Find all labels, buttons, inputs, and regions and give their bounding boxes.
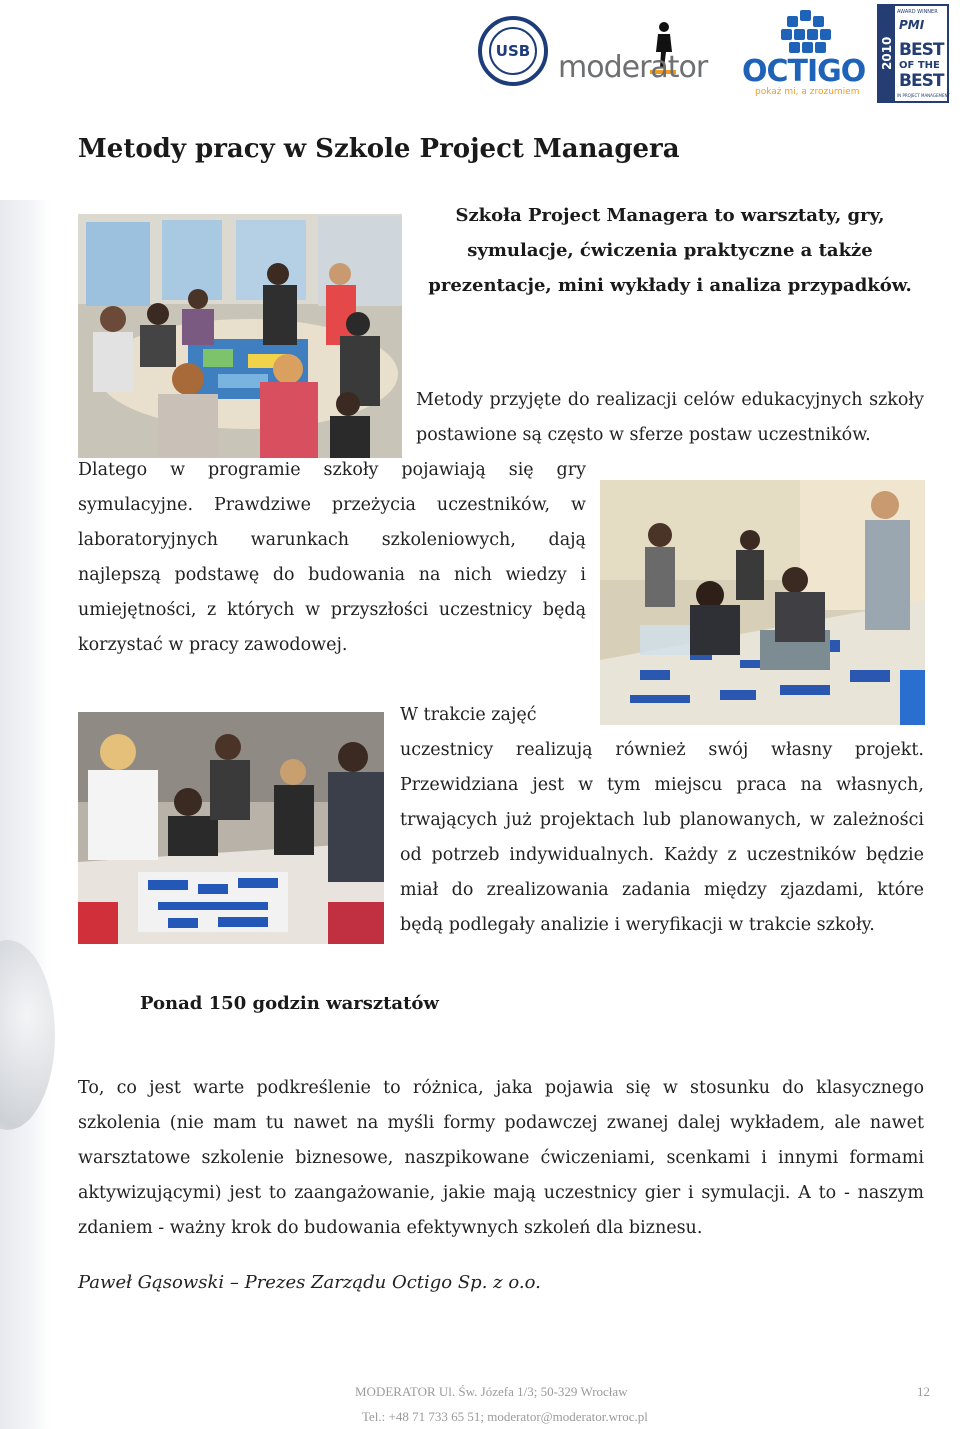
paragraph-methods-body: Dlatego w programie szkoły pojawiają się gry symulacyjne. Prawdziwe przeżycia uczestników, w laboratoryjnych warunkach szkoleniowych, dają najlepszą podstawę do budowania na nich wiedzy i umiejętności, z których w przyszłości uczestnicy będą korzystać w pracy zawodowej.: [78, 460, 586, 655]
footer-address: MODERATOR Ul. Św. Józefa 1/3; 50-329 Wrocław: [355, 1384, 628, 1399]
signature: Paweł Gąsowski – Prezes Zarządu Octigo Sp. z o.o.: [78, 1272, 541, 1293]
paragraph-methods-intro: Metody przyjęte do realizacji celów edukacyjnych szkoły postawione są często w sferze postaw uczestników.: [416, 390, 924, 445]
usb-logo-text: USB: [489, 27, 537, 75]
moderator-logo: [558, 20, 736, 90]
workshop-photo-classroom: [78, 214, 402, 458]
cubes-icon: [779, 10, 833, 54]
award-best-1: BEST: [899, 40, 944, 60]
footer-contact: Tel.: +48 71 733 65 51; moderator@moderator.wroc.pl: [362, 1409, 648, 1424]
award-of-the: OF THE: [899, 60, 940, 71]
pmi-text: PMI: [899, 18, 925, 32]
workshop-photo-model: [78, 712, 384, 944]
pmi-award-logo: [877, 4, 949, 103]
page-number: 12: [917, 1384, 930, 1399]
octigo-tagline: pokaż mi, a zrozumiem: [755, 87, 860, 97]
award-year: 2010: [879, 6, 895, 101]
paragraph-engagement: To, co jest warte podkreślenie to różnica, jaka pojawia się w stosunku do klasycznego szkolenia (nie mam tu nawet na myśli formy podawczej zwanej dalej wykładem, ale nawet warsztatowe szkolenie biznesowe, naszpikowane ćwiczeniami, scenkami i innymi formami aktywizującymi) jest to zaangażowanie, jakie mają uczestnicy gier i symulacji. A to - naszym zdaniem - ważny krok do budowania efektywnych szkoleń dla biznesu.: [78, 1078, 924, 1238]
lead-text: Szkoła Project Managera to warsztaty, gry, symulacje, ćwiczenia praktyczne a także prezentacje, mini wykłady i analiza przypadków.: [428, 205, 912, 296]
paragraph-project-intro: W trakcie zajęć: [400, 705, 537, 725]
paragraph-project-body: uczestnicy realizują również swój własny projekt. Przewidziana jest w tym miejscu praca na własnych, trwających już projektach lub planowanych, w zależności od potrzeb indywidualnych. Każdy z uczestników będzie miał do zrealizowania zadania między zjazdami, które będą podlegały analizie i weryfikacji w trakcie szkoły.: [400, 740, 924, 935]
award-top-text: AWARD WINNER: [897, 9, 938, 15]
moderator-logo-text: moderator: [558, 50, 708, 85]
award-best-2: BEST: [899, 71, 944, 91]
octigo-logo: [742, 10, 868, 96]
page-title: Metody pracy w Szkole Project Managera: [78, 134, 680, 164]
award-bottom-text: IN PROJECT MANAGEMENT: [897, 93, 950, 98]
workshop-photo-table: [600, 480, 925, 725]
decorative-side-strip: [0, 200, 50, 1429]
usb-logo: [478, 16, 548, 86]
octigo-logo-text: OCTIGO: [742, 54, 866, 89]
section-heading-workshop-hours: Ponad 150 godzin warsztatów: [140, 993, 439, 1014]
